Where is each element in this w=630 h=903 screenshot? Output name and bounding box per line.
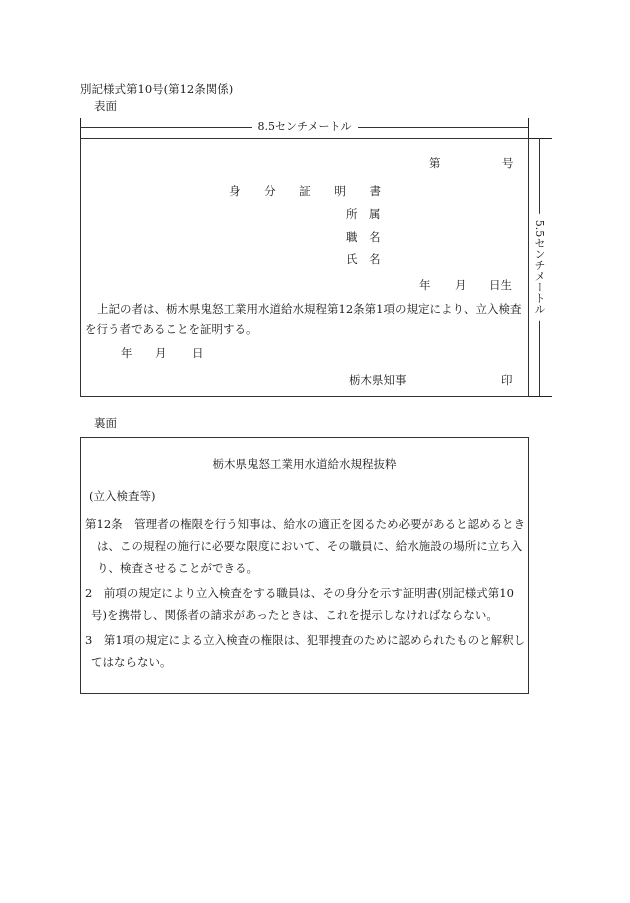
back-side-label: 裏面 [94, 416, 117, 430]
field-position: 職 名 [346, 230, 381, 244]
issuer: 栃木県知事 [349, 373, 407, 387]
certification-text-line1: 上記の者は、栃木県鬼怒工業用水道給水規程第12条第1項の規定により、立入検査 [97, 302, 522, 316]
card-title [229, 186, 381, 198]
birth-day: 日生 [489, 278, 512, 292]
paragraph2-line1: 2 前項の規定により立入検査をする職員は、その身分を示す証明書(別記様式第10 [85, 586, 514, 600]
certification-text-line2: を行う者であることを証明する。 [85, 322, 258, 336]
issue-day: 日 [192, 346, 204, 360]
issue-month: 月 [155, 346, 167, 360]
birth-year: 年 [419, 278, 431, 292]
regulation-title: 栃木県鬼怒工業用水道給水規程抜粋 [212, 457, 397, 471]
number-dai: 第 [429, 156, 441, 170]
card-title-char: 身 [229, 184, 241, 198]
back-card [80, 437, 529, 694]
issue-year: 年 [121, 346, 133, 360]
seal-mark: 印 [501, 373, 513, 387]
card-title-char: 証 [299, 184, 311, 198]
paragraph3-line1: 3 第1項の規定による立入検査の権限は、犯罪捜査のために認められたものと解釈し [85, 633, 526, 647]
article12-line3: り、検査させることができる。 [97, 561, 258, 575]
field-name: 氏 名 [346, 252, 381, 266]
paragraph3-line2: てはならない。 [91, 655, 172, 669]
card-title-char: 分 [264, 184, 276, 198]
card-title-char: 明 [334, 184, 346, 198]
height-dimension [531, 138, 547, 396]
card-title-char: 書 [369, 184, 381, 198]
height-dimension-label: 5.5センチメートル [531, 214, 547, 321]
width-dimension-label: 8.5センチメートル [251, 121, 357, 133]
front-side-label: 表面 [94, 99, 117, 113]
front-card [80, 138, 529, 397]
form-reference: 別記様式第10号(第12条関係) [80, 82, 234, 96]
birth-month: 月 [455, 278, 467, 292]
article-heading: (立入検査等) [89, 489, 156, 503]
field-affiliation: 所 属 [346, 207, 381, 221]
number-go: 号 [502, 156, 514, 170]
width-dimension [80, 121, 529, 133]
paragraph2-line2: 号)を携帯し、関係者の請求があったときは、これを提示しなければならない。 [91, 608, 498, 622]
article12-line1: 第12条 管理者の権限を行う知事は、給水の適正を図るため必要があると認めるとき [85, 517, 526, 531]
height-tick-bottom [528, 396, 552, 397]
article12-line2: は、この規程の施行に必要な限度において、その職員に、給水施設の場所に立ち入 [97, 539, 523, 553]
